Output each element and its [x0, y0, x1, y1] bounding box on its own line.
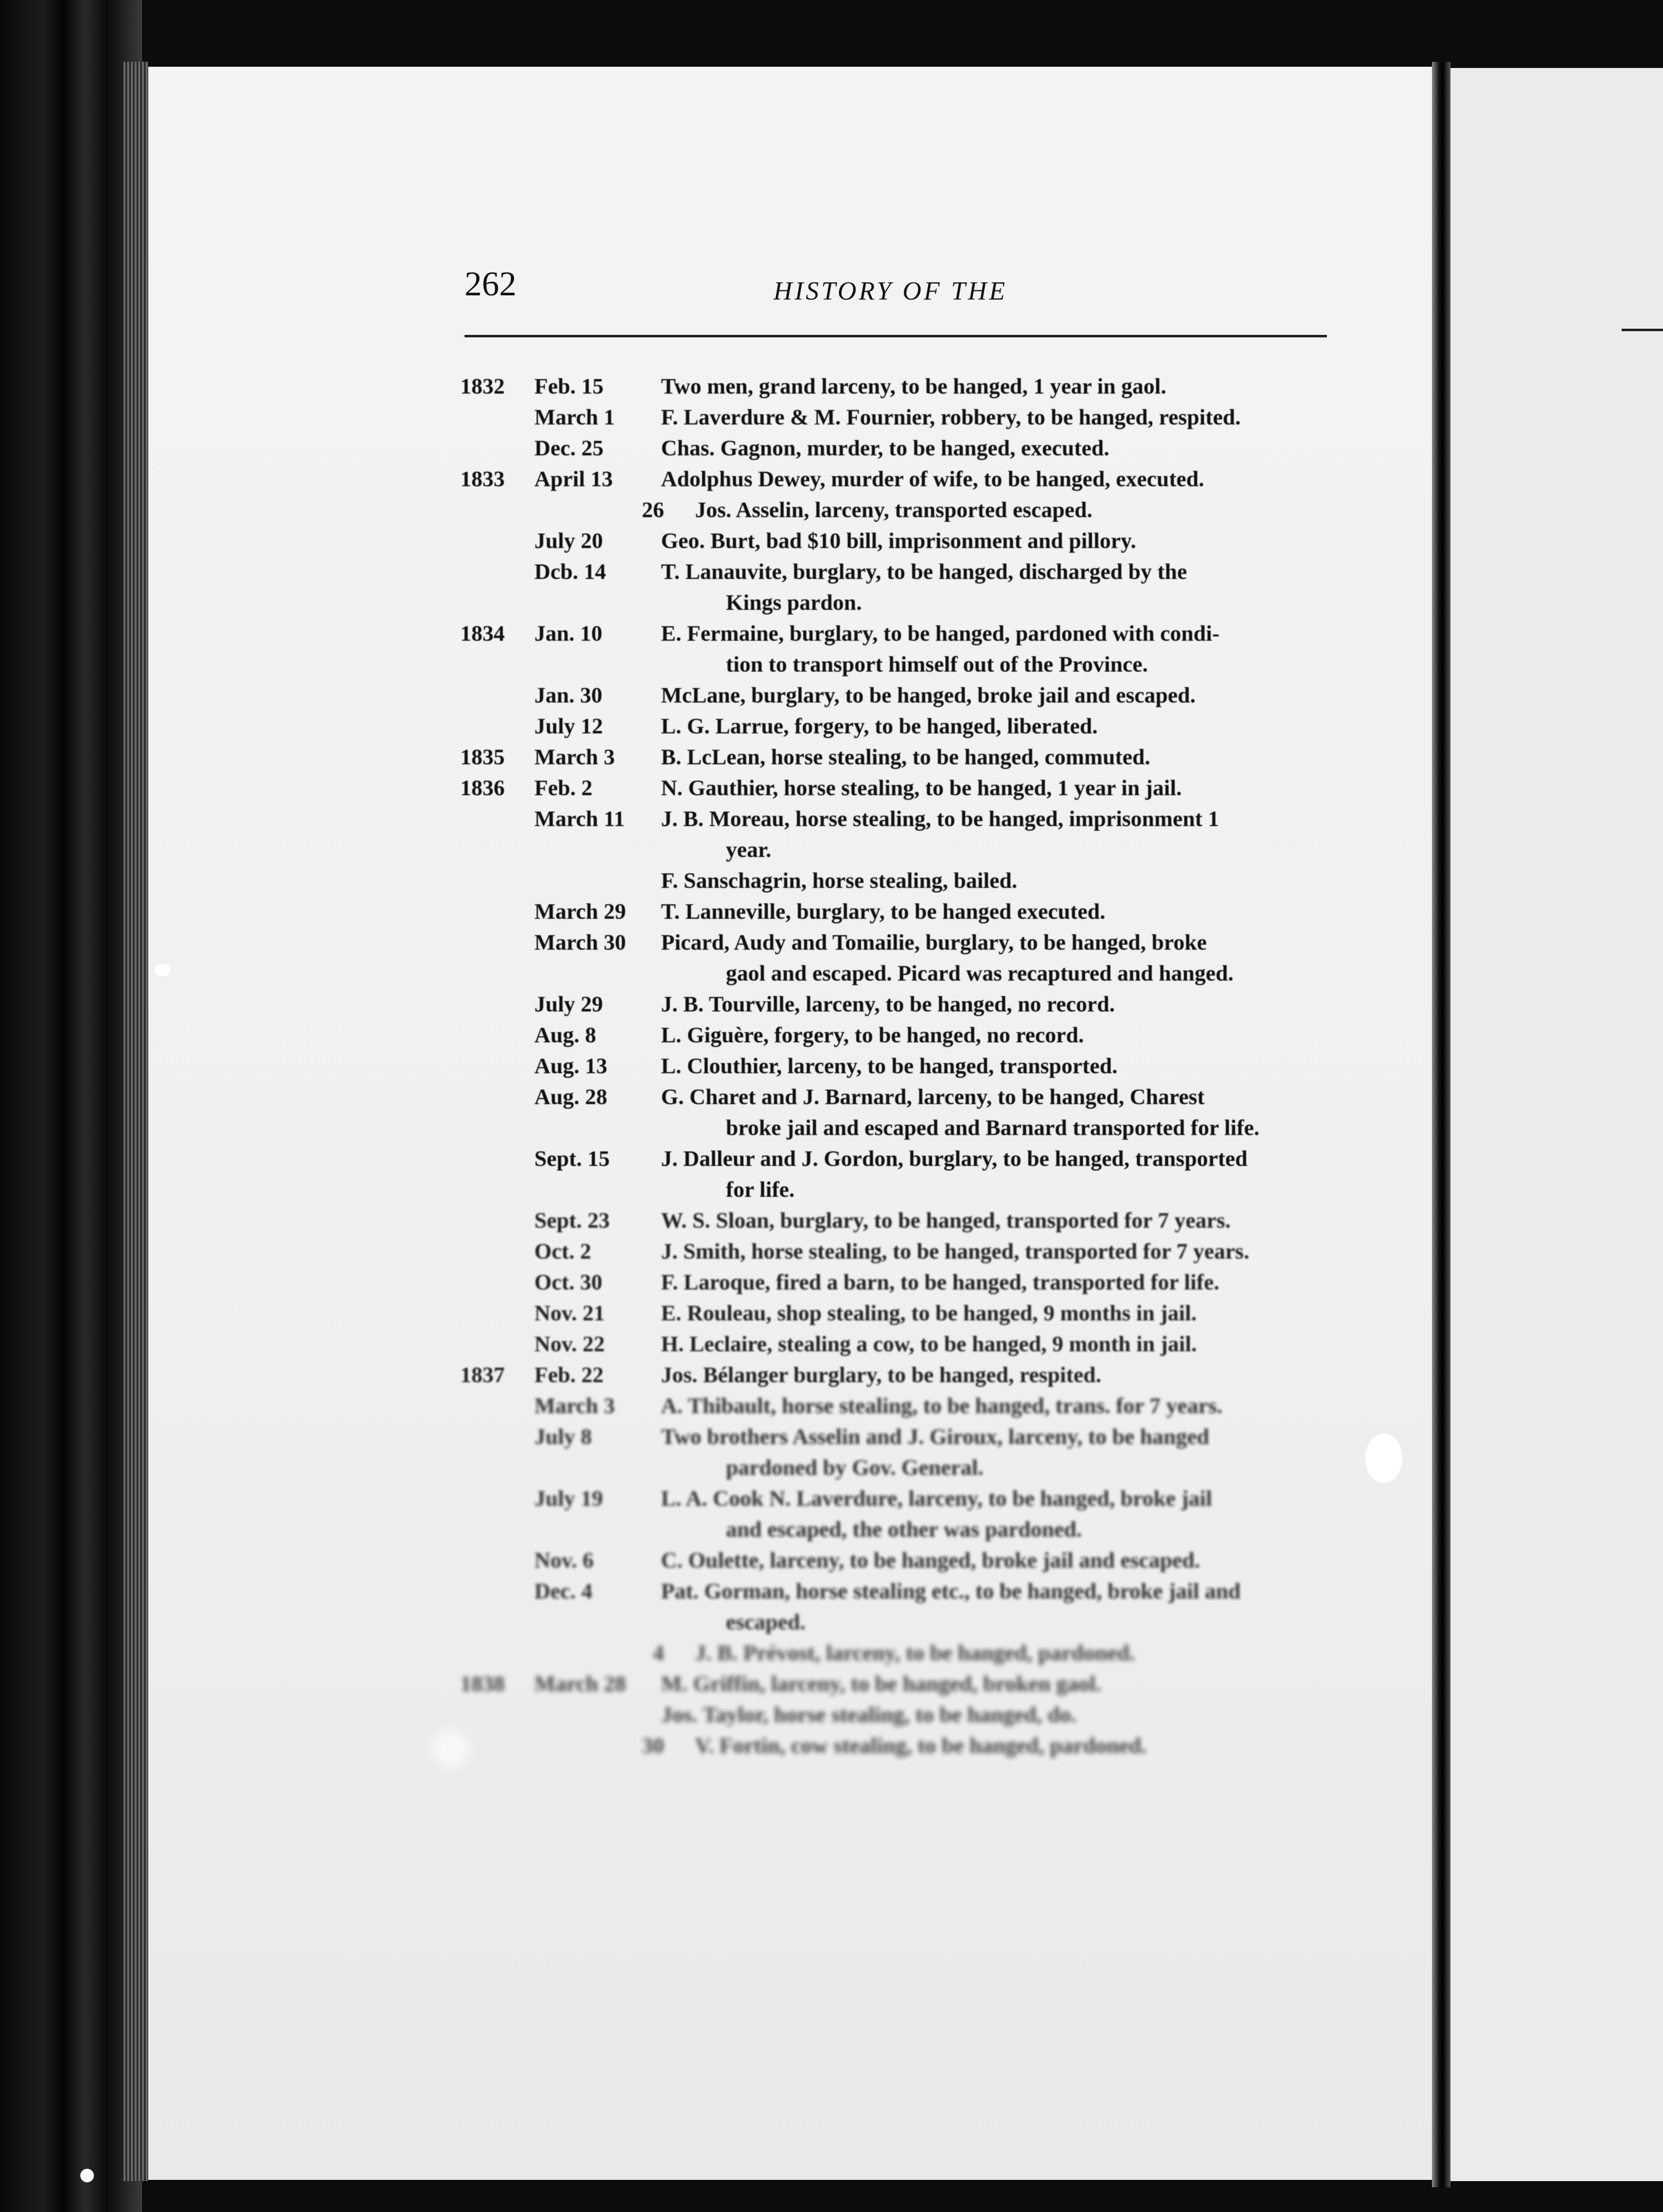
chronology-entry: [460, 865, 1350, 896]
entry-text-line: Jos. Bélanger burglary, to be hanged, respited.: [661, 1362, 1101, 1387]
entry-date: Feb. 2: [534, 775, 592, 800]
entry-text-line: E. Rouleau, shop stealing, to be hanged, 9 months in jail.: [661, 1301, 1197, 1325]
header-rule: [465, 335, 1327, 337]
chronology-entry: [460, 1205, 1350, 1236]
entry-text-line: N. Gauthier, horse stealing, to be hanged, 1 year in jail.: [661, 775, 1182, 800]
entry-text: [661, 711, 1350, 741]
entry-text-line: Two brothers Asselin and J. Giroux, larceny, to be hanged: [661, 1424, 1210, 1449]
entry-date: Nov. 6: [534, 1548, 594, 1572]
entry-date: 4: [653, 1640, 664, 1665]
entry-date: March 30: [534, 930, 626, 955]
entry-text-continuation: pardoned by Gov. General.: [726, 1455, 984, 1480]
entry-text-line: Chas. Gagnon, murder, to be hanged, executed.: [661, 436, 1109, 460]
dust-speck: [154, 964, 171, 976]
entry-date: Nov. 22: [534, 1332, 605, 1356]
entry-date: July 20: [534, 528, 604, 553]
entry-year: [460, 927, 531, 989]
entry-date: March 11: [534, 806, 625, 831]
entry-date: Dcb. 14: [534, 559, 606, 584]
entry-text: [661, 803, 1350, 865]
entry-text: [661, 1236, 1350, 1267]
entry-year: 1838: [460, 1671, 505, 1696]
entry-text-continuation: tion to transport himself out of the Province.: [726, 652, 1148, 677]
entry-year: 1833: [460, 466, 505, 491]
entry-year: 1832: [460, 374, 505, 399]
entry-date: March 29: [534, 899, 626, 924]
chronology-entry: [460, 1421, 1350, 1483]
entry-year: [460, 1267, 531, 1298]
entry-year: [460, 1730, 531, 1761]
entry-year: [460, 1236, 531, 1267]
entry-date: Aug. 28: [534, 1084, 608, 1109]
entry-text: [661, 402, 1350, 433]
entry-text: [661, 618, 1350, 680]
entry-year: [460, 1205, 531, 1236]
chronology-entry: [460, 1637, 1350, 1668]
chronology-entry: [460, 1668, 1350, 1699]
chronology-list: [460, 371, 1350, 1761]
entry-year: [460, 402, 531, 433]
chronology-entry: [460, 371, 1350, 402]
dust-speck: [80, 2169, 94, 2182]
page-header: [465, 264, 1327, 320]
entry-text-continuation: Kings pardon.: [726, 590, 862, 615]
entry-text-line: H. Leclaire, stealing a cow, to be hanged, 9 month in jail.: [661, 1332, 1197, 1356]
entry-date: March 3: [534, 745, 615, 769]
entry-date: March 1: [534, 405, 615, 429]
entry-year: [460, 1421, 531, 1483]
entry-year: [460, 1081, 531, 1143]
entry-text: [661, 556, 1350, 618]
entry-text-line: L. A. Cook N. Laverdure, larceny, to be hanged, broke jail: [661, 1486, 1213, 1511]
entry-text-line: Geo. Burt, bad $10 bill, imprisonment and pillory.: [661, 528, 1137, 553]
entry-text: [661, 1390, 1350, 1421]
entry-date: [531, 1699, 661, 1730]
chronology-entry: [460, 1267, 1350, 1298]
entry-text-line: F. Laroque, fired a barn, to be hanged, transported for life.: [661, 1270, 1219, 1294]
entry-date: July 12: [534, 714, 604, 738]
entry-text: [661, 371, 1350, 402]
page-number: 262: [465, 265, 516, 303]
entry-date: Oct. 2: [534, 1239, 591, 1264]
entry-text: [661, 525, 1350, 556]
entry-text-continuation: escaped.: [726, 1610, 806, 1634]
entry-date: Jan. 10: [534, 621, 603, 646]
entry-text-line: G. Charet and J. Barnard, larceny, to be hanged, Charest: [661, 1084, 1205, 1109]
entry-text-line: J. B. Prévost, larceny, to be hanged, pardoned.: [695, 1640, 1135, 1665]
entry-text-line: T. Lanneville, burglary, to be hanged executed.: [661, 899, 1106, 924]
entry-year: [460, 711, 531, 741]
book-page-right: [1450, 68, 1663, 2181]
entry-year: 1835: [460, 745, 505, 769]
entry-text-continuation: year.: [726, 837, 772, 862]
entry-year: [460, 1143, 531, 1205]
entry-text-line: C. Oulette, larceny, to be hanged, broke jail and escaped.: [661, 1548, 1200, 1572]
chronology-entry: [460, 1576, 1350, 1637]
entry-year: 1837: [460, 1362, 505, 1387]
entry-text-line: Jos. Taylor, horse stealing, to be hanged, do.: [661, 1702, 1077, 1727]
chronology-entry: [460, 463, 1350, 494]
chronology-entry: [460, 1545, 1350, 1576]
entry-text-line: J. Dalleur and J. Gordon, burglary, to be hanged, transported: [661, 1146, 1248, 1171]
entry-text: [661, 1298, 1350, 1328]
chronology-entry: [460, 927, 1350, 989]
entry-year: [460, 433, 531, 463]
entry-text-line: M. Griffin, larceny, to be hanged, broken gaol.: [661, 1671, 1101, 1696]
entry-year: [460, 1328, 531, 1359]
entry-text-line: McLane, burglary, to be hanged, broke jail and escaped.: [661, 683, 1196, 707]
entry-date: [531, 865, 661, 896]
entry-text: [695, 1637, 1350, 1668]
entry-year: [460, 525, 531, 556]
entry-text-line: Two men, grand larceny, to be hanged, 1 year in gaol.: [661, 374, 1167, 399]
entry-year: [460, 1050, 531, 1081]
chronology-entry: [460, 1143, 1350, 1205]
entry-text-continuation: broke jail and escaped and Barnard transported for life.: [726, 1115, 1260, 1140]
entry-text: [661, 433, 1350, 463]
chronology-entry: [460, 741, 1350, 772]
entry-text: [661, 741, 1350, 772]
entry-date: July 29: [534, 992, 604, 1016]
entry-text-line: F. Sanschagrin, horse stealing, bailed.: [661, 868, 1017, 893]
entry-text-line: B. LcLean, horse stealing, to be hanged, commuted.: [661, 745, 1150, 769]
entry-text: [661, 989, 1350, 1019]
entry-text-line: Jos. Asselin, larceny, transported escaped.: [695, 497, 1093, 522]
entry-date: July 8: [534, 1424, 592, 1449]
entry-date: Nov. 21: [534, 1301, 605, 1325]
entry-text: [661, 1421, 1350, 1483]
entry-year: [460, 1576, 531, 1637]
entry-text: [661, 463, 1350, 494]
entry-year: 1834: [460, 621, 505, 646]
chronology-entry: [460, 1050, 1350, 1081]
entry-text: [661, 1359, 1350, 1390]
entry-date: Sept. 15: [534, 1146, 610, 1171]
running-title: HISTORY OF THE: [773, 277, 1008, 306]
entry-text: [661, 1050, 1350, 1081]
chronology-entry: [460, 989, 1350, 1019]
entry-text-line: L. Clouthier, larceny, to be hanged, transported.: [661, 1053, 1118, 1078]
entry-text-line: J. B. Moreau, horse stealing, to be hanged, imprisonment 1: [661, 806, 1219, 831]
light-flare: [432, 1730, 469, 1767]
entry-date: April 13: [534, 466, 613, 491]
entry-text-line: V. Fortin, cow stealing, to be hanged, pardoned.: [695, 1733, 1147, 1758]
chronology-entry: [460, 1019, 1350, 1050]
chronology-entry: [460, 1359, 1350, 1390]
entry-date: Dec. 4: [534, 1579, 592, 1603]
right-page-header-rule: [1622, 329, 1663, 331]
entry-year: 1836: [460, 775, 505, 800]
entry-date: 26: [642, 497, 664, 522]
entry-date: July 19: [534, 1486, 604, 1511]
chronology-entry: [460, 1081, 1350, 1143]
chronology-entry: [460, 1236, 1350, 1267]
chronology-entry: [460, 494, 1350, 525]
book-gutter: [1432, 62, 1450, 2187]
entry-year: [460, 1390, 531, 1421]
entry-year: [460, 1298, 531, 1328]
entry-text: [661, 1576, 1350, 1637]
entry-text-line: E. Fermaine, burglary, to be hanged, pardoned with condi-: [661, 621, 1220, 646]
entry-text: [695, 1730, 1350, 1761]
entry-text-line: J. Smith, horse stealing, to be hanged, transported for 7 years.: [661, 1239, 1250, 1264]
chronology-entry: [460, 1730, 1350, 1761]
entry-date: Dec. 25: [534, 436, 604, 460]
entry-text-line: J. B. Tourville, larceny, to be hanged, no record.: [661, 992, 1115, 1016]
entry-text: [661, 680, 1350, 711]
chronology-entry: [460, 680, 1350, 711]
entry-date: Aug. 8: [534, 1023, 597, 1047]
entry-date: 30: [642, 1733, 664, 1758]
chronology-entry: [460, 556, 1350, 618]
chronology-entry: [460, 1483, 1350, 1545]
entry-text: [661, 1143, 1350, 1205]
entry-year: [460, 1699, 531, 1730]
entry-date: Oct. 30: [534, 1270, 602, 1294]
entry-date: Aug. 13: [534, 1053, 608, 1078]
chronology-entry: [460, 803, 1350, 865]
chronology-entry: [460, 1390, 1350, 1421]
entry-text: [661, 1205, 1350, 1236]
entry-text-line: Adolphus Dewey, murder of wife, to be hanged, executed.: [661, 466, 1205, 491]
chronology-entry: [460, 525, 1350, 556]
chronology-entry: [460, 896, 1350, 927]
entry-date: Jan. 30: [534, 683, 603, 707]
entry-text-line: A. Thibault, horse stealing, to be hanged, trans. for 7 years.: [661, 1393, 1223, 1418]
entry-date: Feb. 15: [534, 374, 604, 399]
chronology-entry: [460, 1699, 1350, 1730]
entry-text: [661, 1019, 1350, 1050]
entry-text: [661, 772, 1350, 803]
entry-text: [661, 927, 1350, 989]
entry-text: [661, 1267, 1350, 1298]
entry-date: March 3: [534, 1393, 615, 1418]
entry-year: [460, 680, 531, 711]
chronology-entry: [460, 1328, 1350, 1359]
entry-text-continuation: for life.: [726, 1177, 795, 1202]
entry-text: [661, 1668, 1350, 1699]
entry-text: [661, 1699, 1350, 1730]
dust-speck: [1365, 1433, 1402, 1483]
entry-year: [460, 803, 531, 865]
entry-text-line: F. Laverdure & M. Fournier, robbery, to be hanged, respited.: [661, 405, 1241, 429]
scanner-dark-border: [0, 0, 142, 2212]
entry-text-line: L. Giguère, forgery, to be hanged, no record.: [661, 1023, 1084, 1047]
entry-text: [661, 865, 1350, 896]
entry-date: March 28: [534, 1671, 626, 1696]
chronology-entry: [460, 1298, 1350, 1328]
entry-text-line: Picard, Audy and Tomailie, burglary, to be hanged, broke: [661, 930, 1207, 955]
entry-year: [460, 1545, 531, 1576]
entry-year: [460, 1019, 531, 1050]
entry-text-continuation: and escaped, the other was pardoned.: [726, 1517, 1082, 1542]
entry-text-line: T. Lanauvite, burglary, to be hanged, discharged by the: [661, 559, 1187, 584]
entry-year: [460, 1637, 531, 1668]
chronology-entry: [460, 711, 1350, 741]
chronology-entry: [460, 618, 1350, 680]
chronology-entry: [460, 402, 1350, 433]
chronology-entry: [460, 433, 1350, 463]
entry-text-line: L. G. Larrue, forgery, to be hanged, liberated.: [661, 714, 1098, 738]
entry-text: [661, 1081, 1350, 1143]
entry-year: [460, 494, 531, 525]
entry-text: [661, 1328, 1350, 1359]
entry-year: [460, 989, 531, 1019]
entry-year: [460, 896, 531, 927]
entry-text-line: W. S. Sloan, burglary, to be hanged, transported for 7 years.: [661, 1208, 1231, 1233]
book-page-edges: [124, 62, 148, 2181]
entry-text-line: Pat. Gorman, horse stealing etc., to be hanged, broke jail and: [661, 1579, 1241, 1603]
entry-text: [695, 494, 1350, 525]
entry-text-continuation: gaol and escaped. Picard was recaptured and hanged.: [726, 961, 1234, 986]
chronology-entry: [460, 772, 1350, 803]
entry-date: Sept. 23: [534, 1208, 610, 1233]
entry-year: [460, 865, 531, 896]
entry-text: [661, 1545, 1350, 1576]
entry-year: [460, 556, 531, 618]
entry-year: [460, 1483, 531, 1545]
entry-date: Feb. 22: [534, 1362, 604, 1387]
entry-text: [661, 1483, 1350, 1545]
entry-text: [661, 896, 1350, 927]
